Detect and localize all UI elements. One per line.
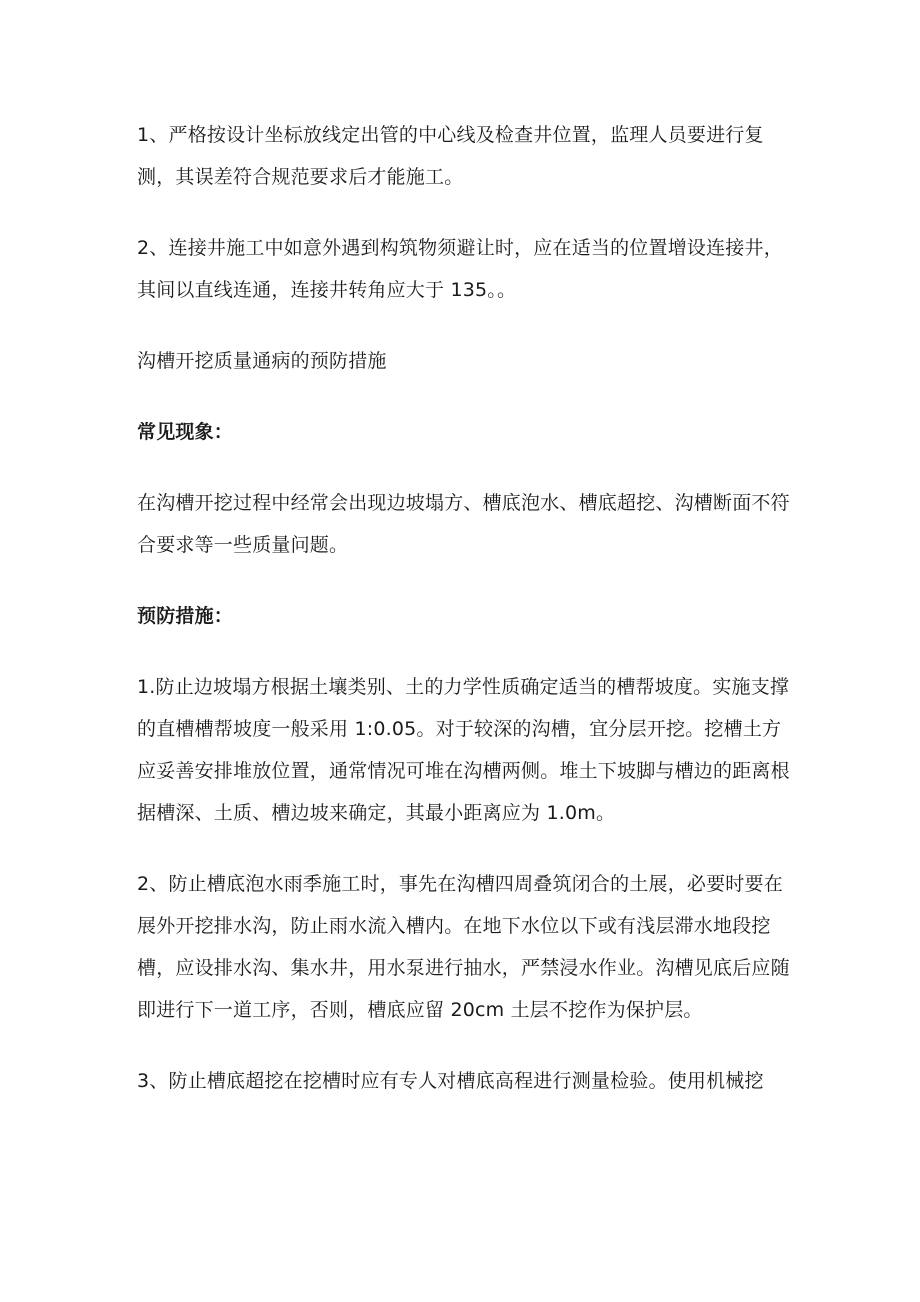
paragraph-measure-slope-collapse: 1.防止边坡塌方根据土壤类别、土的力学性质确定适当的槽帮坡度。实施支撑的直槽槽帮坡度一般采用 1:0.05。对于较深的沟槽，宜分层开挖。挖槽土方应妥善安排堆放位置，通常情况可堆在沟槽两侧。堆土下坡脚与槽边的距离根据槽深、土质、槽边坡来确定，其最小距离应为 1.0m。 — [137, 676, 790, 824]
paragraph-measure-trench-flooding: 2、防止槽底泡水雨季施工时，事先在沟槽四周叠筑闭合的土展，必要时要在展外开挖排水沟，防止雨水流入槽内。在地下水位以下或有浅层滞水地段挖槽，应设排水沟、集水井，用水泵进行抽水，严禁浸水作业。沟槽见底后应随即进行下一道工序，否则，槽底应留 20cm 土层不挖作为保护层。 — [137, 873, 790, 1021]
heading-preventive-measures: 预防措施： — [137, 605, 234, 627]
paragraph-centerline-layout: 1、严格按设计坐标放线定出管的中心线及检查井位置，监理人员要进行复测，其误差符合规范要求后才能施工。 — [137, 124, 764, 188]
section-title: 沟槽开挖质量通病的预防措施 — [137, 350, 387, 372]
document-body — [137, 114, 797, 1131]
paragraph-connection-well: 2、连接井施工中如意外遇到构筑物须避让时，应在适当的位置增设连接井，其间以直线连通，连接井转角应大于 135。。 — [137, 237, 783, 301]
paragraph-measure-overexcavation: 3、防止槽底超挖在挖槽时应有专人对槽底高程进行测量检验。使用机械挖 — [137, 1070, 764, 1092]
heading-common-phenomena: 常见现象： — [137, 421, 234, 443]
paragraph-phenomena-description: 在沟槽开挖过程中经常会出现边坡塌方、槽底泡水、槽底超挖、沟槽断面不符合要求等一些质量问题。 — [137, 492, 790, 556]
